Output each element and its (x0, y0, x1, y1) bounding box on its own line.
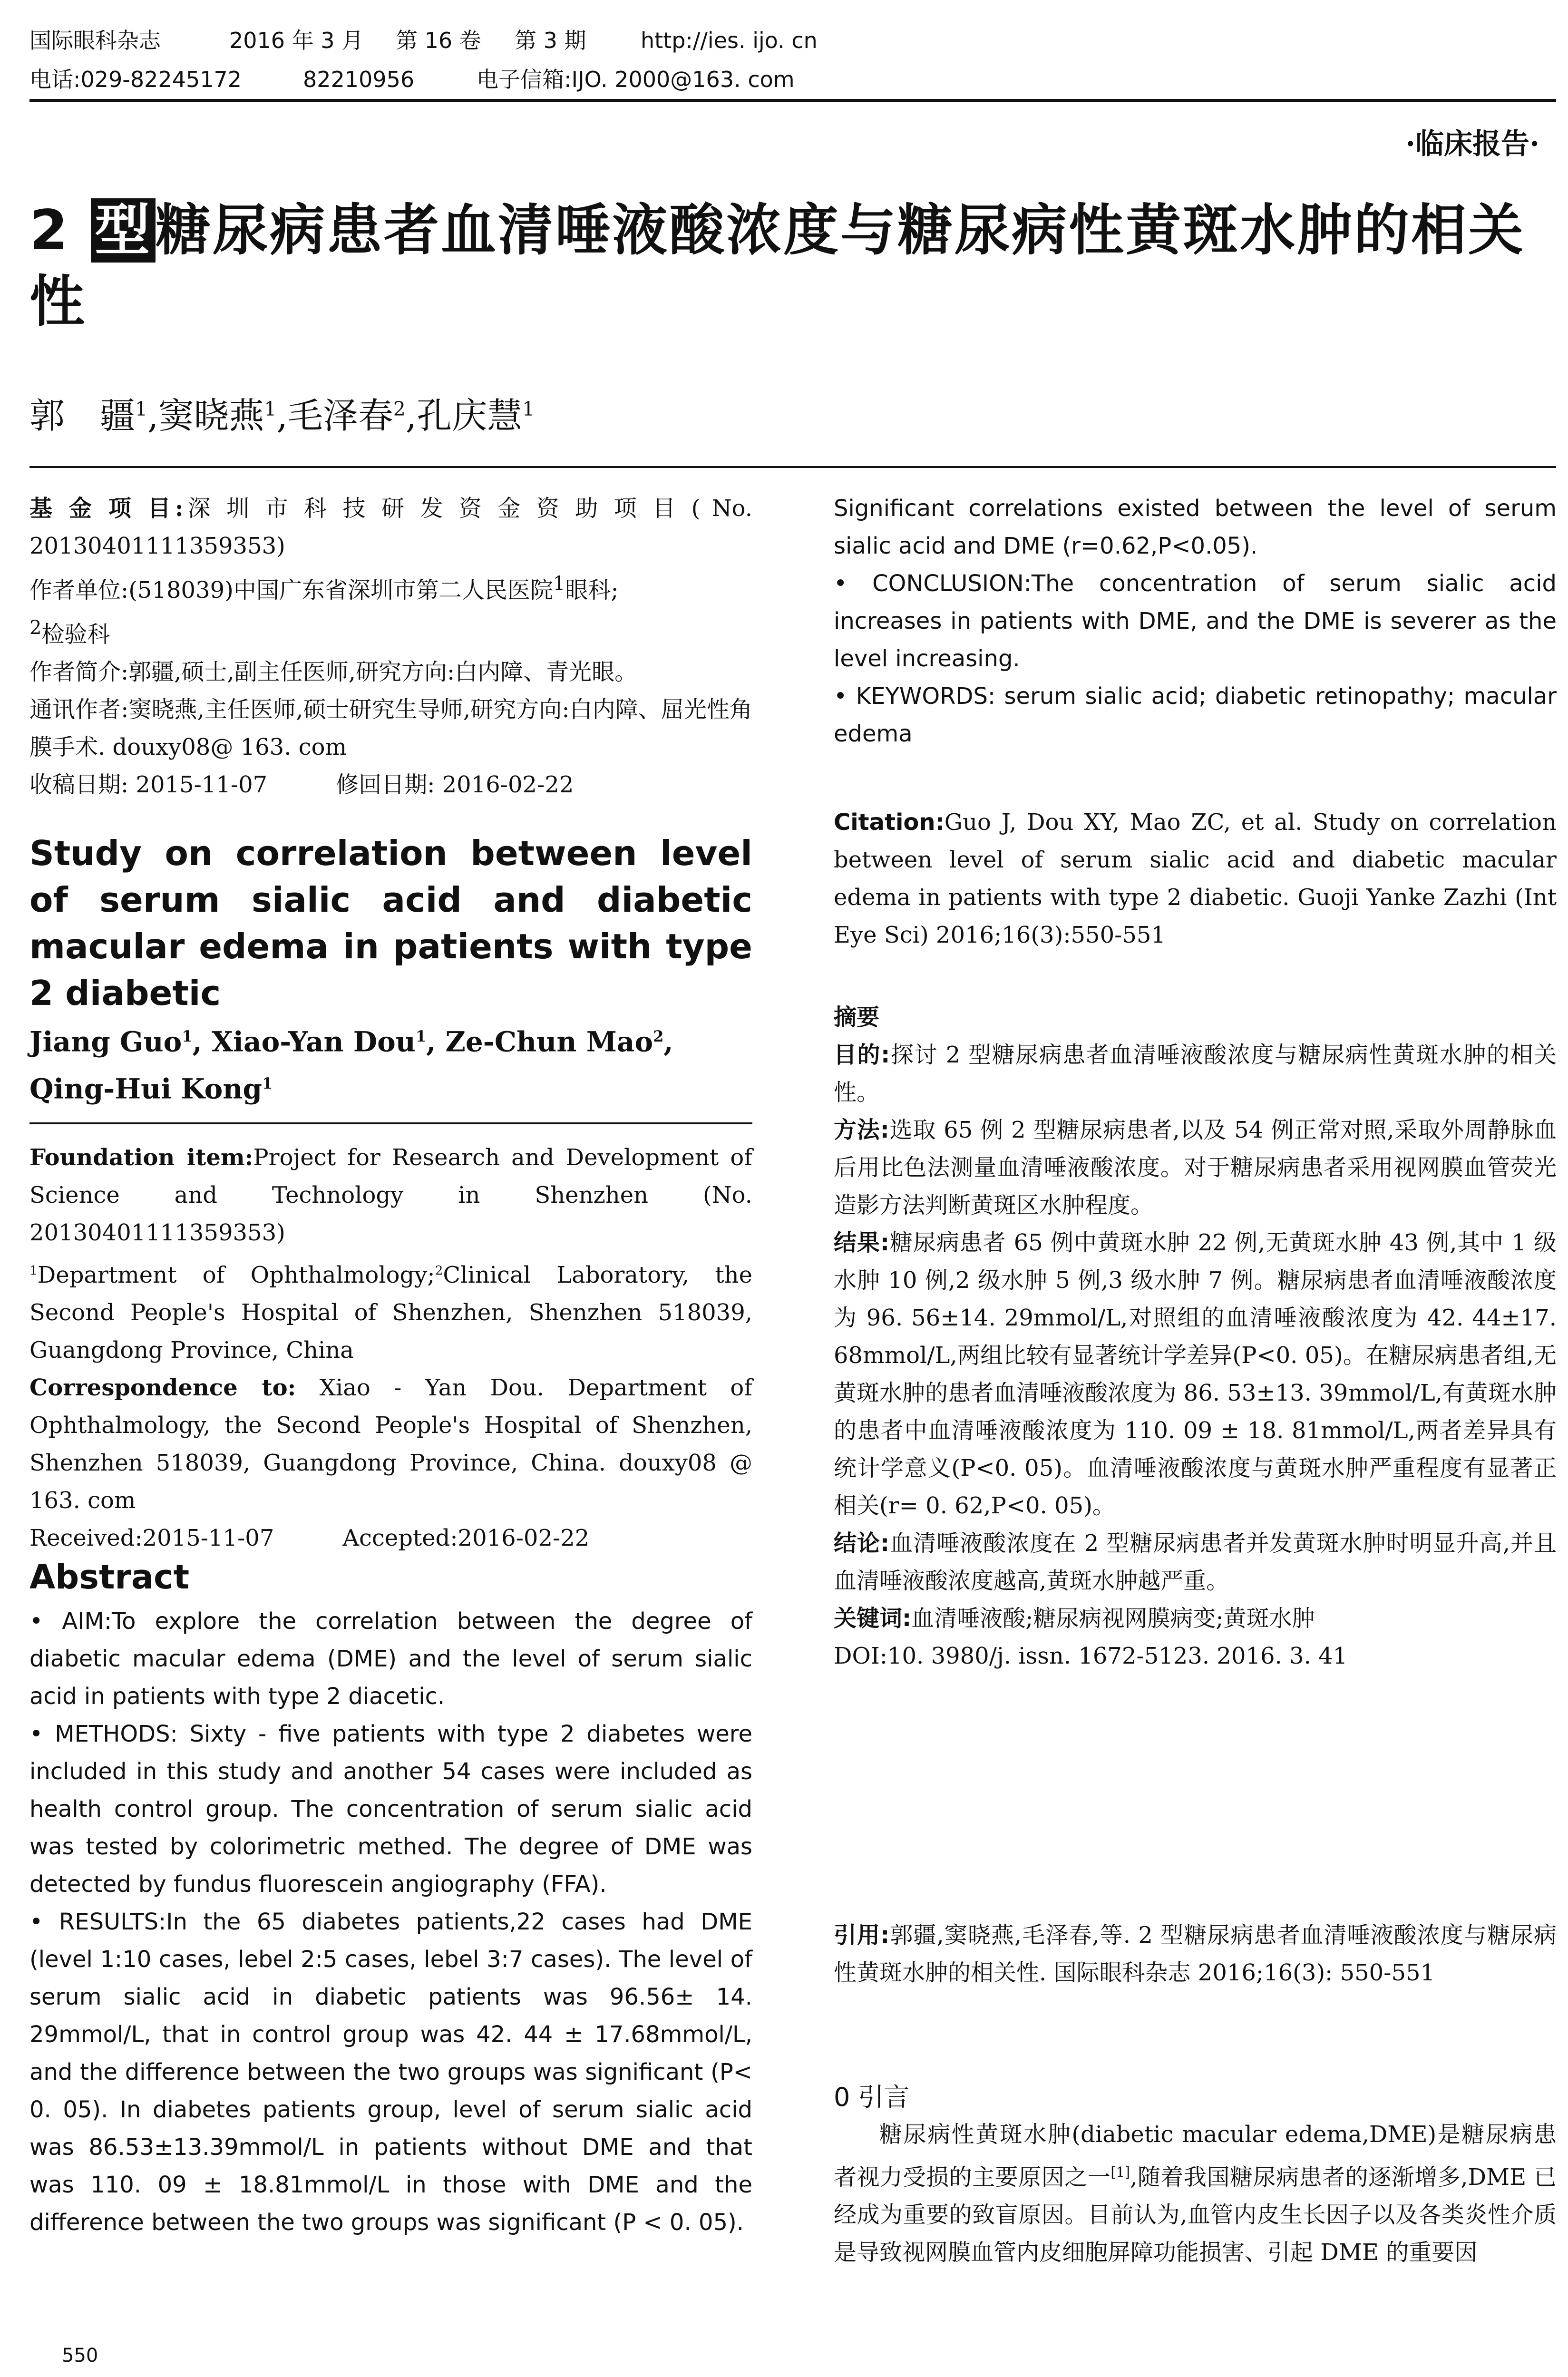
introduction (834, 2078, 1557, 2271)
abstract-results-cont: Significant correlations existed between the level of serum sialic acid and DME (r=0.62,P<0.05). (834, 495, 1557, 559)
email: 电子信箱:IJO. 2000@163. com (477, 67, 795, 92)
intro-text-2: ,随着我国糖尿病患者的逐渐增多,DME 已经成为重要的致盲原因。目前认为,血管内皮生长因子以及各类炎性介质是导致视网膜血管内皮细胞屏障功能损害、引起 DME 的重要因 (834, 2164, 1557, 2266)
en-foundation-text: Project for Research and Development of Science and Technology in Shenzhen (No. 20130401111359353) (29, 1144, 752, 1246)
en-author-1: Jiang Guo (29, 1025, 182, 1058)
zh-unit-text: (518039)中国广东省深圳市第二人民医院 (128, 577, 553, 604)
en-accepted: Accepted:2016-02-22 (342, 1525, 590, 1551)
citation-zh (834, 1917, 1557, 1992)
author-1: 郭 疆 (29, 395, 135, 437)
issue-date: 2016 年 3 月 (229, 28, 364, 53)
en-corr-text: Xiao - Yan Dou. Department of Ophthalmology, the Second People's Hospital of Shenzhen, Shenzhen 518039, Guangdong Province, China. douxy08 @ 163. com (29, 1374, 752, 1514)
zh-aim (834, 1036, 1557, 1111)
abstract-heading: Abstract (29, 1558, 190, 1597)
en-info-block (29, 1139, 752, 1557)
en-author-4-aff: 1 (262, 1074, 273, 1093)
zh-conclusion (834, 1525, 1557, 1600)
header-rule (29, 99, 1556, 102)
en-author-2-aff: 1 (415, 1027, 427, 1045)
zh-foundation-label: 基 金 项 目: (29, 495, 184, 522)
section-label: ·临床报告· (1405, 127, 1539, 161)
zh-keywords-label: 关键词: (834, 1605, 912, 1632)
page-number: 550 (62, 2345, 98, 2367)
zh-correspondence: 通讯作者:窦晓燕,主任医师,硕士研究生导师,研究方向:白内障、屈光性角膜手术. douxy08@ 163. com (29, 696, 752, 760)
author-3: ,毛泽春 (276, 395, 393, 437)
zh-unit-text3: 检验科 (41, 621, 110, 648)
zh-revised: 修回日期: 2016-02-22 (336, 771, 574, 798)
en-correspondence (29, 1369, 752, 1520)
zh-unit-text2: 眼科; (565, 577, 619, 604)
authors-rule (29, 466, 1556, 468)
zh-aim-label: 目的: (834, 1042, 890, 1068)
en-author-4: , Qing-Hui Kong (29, 1025, 673, 1105)
author-4-aff: 1 (522, 398, 535, 420)
zh-author-intro: 作者简介:郭疆,硕士,副主任医师,研究方向:白内障、青光眼。 (29, 659, 638, 685)
zh-results-label: 结果: (834, 1229, 890, 1256)
en-received: Received:2015-11-07 (29, 1525, 274, 1551)
en-author-2: , Xiao-Yan Dou (192, 1025, 416, 1058)
zh-abstract-heading: 摘要 (834, 1004, 880, 1031)
en-aff-1: Department of Ophthalmology; (37, 1262, 435, 1288)
zh-foundation (29, 490, 752, 565)
author-2-aff: 1 (264, 398, 277, 420)
en-aff-sup2: 2 (435, 1263, 443, 1278)
zh-unit (29, 565, 752, 653)
zh-unit-sup1: 1 (553, 573, 565, 594)
title-boxed-char: 型 (91, 198, 156, 263)
intro-paragraph (834, 2116, 1557, 2271)
author-2: ,窦晓燕 (147, 395, 264, 437)
intro-heading: 0 引言 (834, 2082, 910, 2112)
journal-name: 国际眼科杂志 (29, 28, 161, 53)
zh-citation-text: 郭疆,窦晓燕,毛泽春,等. 2 型糖尿病患者血清唾液酸浓度与糖尿病性黄斑水肿的相关性. 国际眼科杂志 2016;16(3): 550-551 (834, 1922, 1557, 1986)
en-aff-sup1: 1 (29, 1263, 38, 1278)
issue: 第 3 期 (515, 28, 586, 53)
zh-info-block (29, 490, 752, 804)
intro-text: 糖尿病性黄斑水肿(diabetic macular edema,DME)是糖尿病患者视力受损的主要原因之一 (834, 2121, 1557, 2191)
title-prefix: 2 (29, 198, 91, 263)
phone: 电话:029-82245172 (29, 67, 242, 92)
zh-keywords (834, 1600, 1557, 1637)
en-dates (29, 1520, 752, 1557)
zh-results (834, 1224, 1557, 1525)
zh-aim-text: 探讨 2 型糖尿病患者血清唾液酸浓度与糖尿病性黄斑水肿的相关性。 (834, 1042, 1557, 1106)
author-3-aff: 2 (393, 398, 406, 420)
zh-citation-label: 引用: (834, 1922, 890, 1948)
en-author-3: , Ze-Chun Mao (426, 1025, 653, 1058)
zh-received: 收稿日期: 2015-11-07 (29, 771, 268, 798)
abstract-methods: • METHODS: Sixty - five patients with type 2 diabetes were included in this study and another 54 cases were included as health control group. The concentration of serum sialic acid was tested by colorimetric methed. The degree of DME was detected by fundus fluorescein angiography (FFA). (29, 1721, 752, 1898)
abstract-body-left (29, 1603, 752, 2241)
authors-zh (29, 385, 535, 440)
en-aff-2: Clinical Laboratory, the Second People's Hospital of Shenzhen, Shenzhen 518039, Guangdong Province, China (29, 1262, 752, 1364)
abstract-results: • RESULTS:In the 65 diabetes patients,22 cases had DME (level 1:10 cases, lebel 2:5 cases, lebel 3:7 cases). The level of serum sialic acid in diabetic patients was 96.56± 14. 29mmol/L, that in control group was 42. 44 ± 17.68mmol/L, and the difference between the two groups was significant (P< 0. 05). In diabetes patients group, level of serum sialic acid was 86.53±13.39mmol/L in patients without DME and that was 110. 09 ± 18.81mmol/L in those with DME and the difference between the two groups was significant (P < 0. 05). (29, 1909, 752, 2236)
volume: 第 16 卷 (396, 28, 481, 53)
citation-en (834, 804, 1557, 954)
zh-methods-text: 选取 65 例 2 型糖尿病患者,以及 54 例正常对照,采取外周静脉血后用比色法测量血清唾液酸浓度。对于糖尿病患者采用视网膜血管荧光造影方法判断黄斑区水肿程度。 (834, 1117, 1557, 1218)
zh-unit-sup2: 2 (29, 617, 42, 639)
citation-text: Guo J, Dou XY, Mao ZC, et al. Study on correlation between level of serum sialic acid and diabetic macular edema in patients with type 2 diabetic. Guoji Yanke Zazhi (Int Eye Sci) 2016;16(3):550-551 (834, 809, 1557, 948)
zh-abstract (834, 999, 1557, 1675)
zh-dates (29, 766, 752, 804)
zh-foundation-text: 深 圳 市 科 技 研 发 资 金 资 助 项 目 ( No. 20130401111359353) (29, 495, 752, 559)
zh-results-text: 糖尿病患者 65 例中黄斑水肿 22 例,无黄斑水肿 43 例,其中 1 级水肿 10 例,2 级水肿 5 例,3 级水肿 7 例。糖尿病患者血清唾液酸浓度为 96. 56±14. 29mmol/L,对照组的血清唾液酸浓度为 42. 44±17. 68mmol/L,两组比较有显著统计学差异(P<0. 05)。在糖尿病患者组,无黄斑水肿的患者血清唾液酸浓度为 86. 53±13. 39mmol/L,有黄斑水肿的患者中血清唾液酸浓度为 110. 09 ± 18. 81mmol/L,两者差异具有统计学意义(P<0. 05)。血清唾液酸浓度与黄斑水肿严重程度有显著正相关(r= 0. 62,P<0. 05)。 (834, 1229, 1557, 1519)
phone-2: 82210956 (303, 67, 415, 92)
author-4: ,孔庆慧 (405, 395, 523, 437)
zh-unit-label: 作者单位: (29, 577, 129, 604)
zh-conclusion-label: 结论: (834, 1530, 890, 1557)
zh-doi: DOI:10. 3980/j. issn. 1672-5123. 2016. 3. 41 (834, 1643, 1348, 1669)
abstract-keywords: • KEYWORDS: serum sialic acid; diabetic retinopathy; macular edema (834, 683, 1557, 747)
citation-label: Citation: (834, 809, 945, 836)
journal-url[interactable]: http://ies. ijo. cn (641, 28, 818, 53)
abstract-conclusion: • CONCLUSION:The concentration of serum sialic acid increases in patients with DME, and the DME is severer as the level increasing. (834, 570, 1557, 672)
en-info-rule (29, 1122, 752, 1124)
en-author-3-aff: 2 (653, 1027, 664, 1045)
intro-ref[interactable]: [1] (1110, 2164, 1130, 2180)
abstract-body-right (834, 490, 1557, 753)
title-rest: 糖尿病患者血清唾液酸浓度与糖尿病性黄斑水肿的相关性 (29, 198, 1526, 334)
authors-en (29, 1015, 752, 1110)
zh-conclusion-text: 血清唾液酸浓度在 2 型糖尿病患者并发黄斑水肿时明显升高,并且血清唾液酸浓度越高,黄斑水肿越严重。 (834, 1530, 1557, 1594)
en-affiliations (29, 1252, 752, 1369)
en-author-1-aff: 1 (182, 1027, 193, 1045)
en-title: Study on correlation between level of serum sialic acid and diabetic macular edema in patients with type 2 diabetic (29, 833, 752, 1013)
en-corr-label: Correspondence to: (29, 1374, 296, 1401)
article-title (29, 195, 1547, 338)
author-1-aff: 1 (135, 398, 147, 420)
en-foundation (29, 1139, 752, 1252)
en-foundation-label: Foundation item: (29, 1144, 253, 1171)
abstract-aim: • AIM:To explore the correlation between the degree of diabetic macular edema (DME) and the level of serum sialic acid in patients with type 2 diacetic. (29, 1608, 752, 1710)
zh-methods (834, 1111, 1557, 1224)
zh-methods-label: 方法: (834, 1117, 889, 1143)
zh-keywords-text: 血清唾液酸;糖尿病视网膜病变;黄斑水肿 (911, 1605, 1315, 1632)
